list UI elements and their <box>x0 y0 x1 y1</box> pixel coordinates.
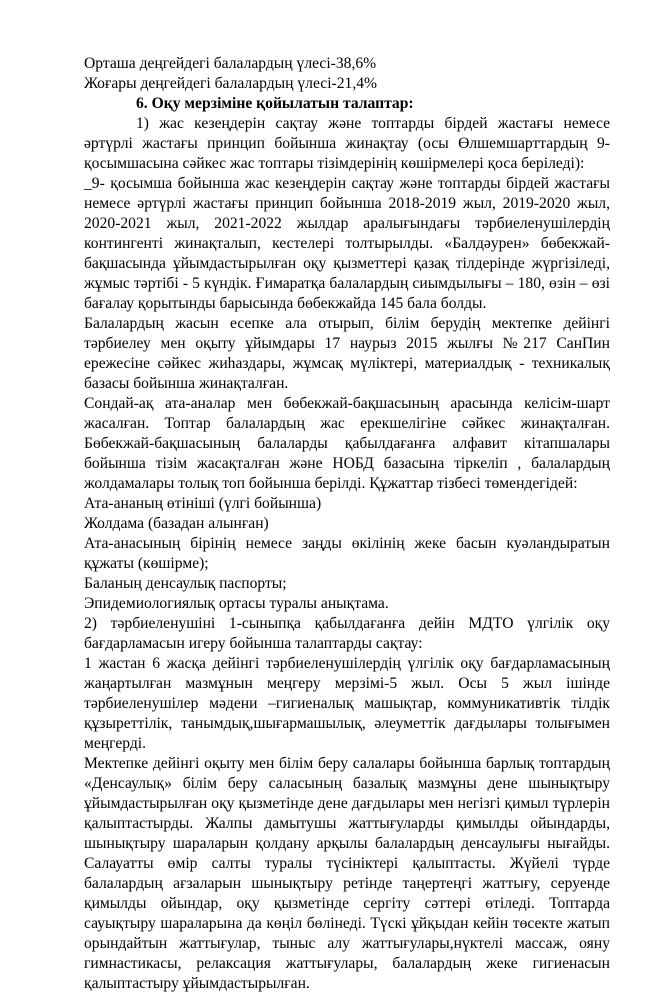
paragraph-sanpin: Балалардың жасын есепке ала отырып, білім берудің мектепке дейінгі тәрбиелеу мен оқыту ұйымдары 17 наурыз 2015 жылғы №217 СанПин ережесіне сәйкес жиһаздары, жұмсақ мүліктері, материалдық - техникалық базасы бойынша жинақталған. <box>84 315 610 392</box>
document-item-health-passport: Баланың денсаулық паспорты; <box>84 575 287 592</box>
document-item-epidemiology: Эпидемиологиялық ортасы туралы анықтама. <box>84 595 389 612</box>
paragraph-appendix-9: _9- қосымша бойынша жас кезеңдерін сақтау және топтарды бірдей жастағы немесе әртүрлі жастағы принцип бойынша 2018-2019 жыл, 2019-2020 жыл, 2020-2021 жыл, 2021-2022 жылдар аралығындағы тәрбиеленушілердің контингенті жинақталып, кестелері толтырылды. «Балдәурен» бөбекжай-бақшасында ұйымдастырылған оқу қызметтері қазақ тілдерінде жүргізіледі, жұмыс тәртібі - 5 күндік. Ғимаратқа балалардың сиымдылығы – 180, өзін – өзі бағалау қорытынды барысында бөбекжайда 145 бала болды. <box>84 175 610 312</box>
paragraph-age-groups: 1) жас кезеңдерін сақтау және топтарды бірдей жастағы немесе әртүрлі жастағы принцип бойынша жинақтау (осы Өлшемшарттардың 9-қосымшасына сәйкес жас топтары тізімдерінің көшірмелері қоса беріледі): <box>84 115 610 172</box>
document-item-identity: Ата-анасының бірінің немесе заңды өкілінің жеке басын куәландыратын құжаты (көшірме); <box>84 535 610 572</box>
section-heading: 6. Оқу мерзіміне қойылатын талаптар: <box>136 95 414 112</box>
stat-line-middle-level: Орташа деңгейдегі балалардың үлесі-38,6% <box>84 55 377 72</box>
paragraph-health-area: Мектепке дейінгі оқыту мен білім беру салалары бойынша барлық топтардың «Денсаулық» білім беру саласының базалық мазмұны дене шынықтыру ұйымдастырылған оқу қызметінде дене дағдылары мен негізгі қимыл түрлерін қалыптастырды. Жалпы дамытушы жаттығуларды қимылды ойындарды, шынықтыру шараларын қолдану арқылы балалардың денсаулығы нығайды. Салауатты өмір салты туралы түсініктері қалыптасты. Жүйелі түрде балалардың ағзаларын шынықтыру ретінде таңертеңгі жаттығу, серуенде қимылды ойындар, оқу қызметінде сергіту сәттері өтіледі. Топтарда сауықтыру шараларына да көңіл бөлінеді. Түскі ұйқыдан кейін төсекте жатып орындайтын жаттығулар, тыныс алу жаттығулары,нүктелі массаж, ояну гимнастикасы, релаксация жаттығулары, балалардың жеке гигиенасын қалыптастыру ұйымдастырылған. <box>84 755 610 992</box>
paragraph-program-term: 1 жастан 6 жасқа дейінгі тәрбиеленушілердің үлгілік оқу бағдарламасының жаңартылған мазмұнын меңгеру мерзімі-5 жыл. Осы 5 жыл ішінде тәрбиеленушілер мәдени –гигиеналық машықтар, коммуникативтік тілдік құзыреттілік, танымдық,шығармашылық, әлеуметтік дағдылары толығымен меңгерді. <box>84 655 610 752</box>
document-item-referral: Жолдама (базадан алынған) <box>84 515 269 532</box>
paragraph-contracts: Сондай-ақ ата-аналар мен бөбекжай-бақшасының арасында келісім-шарт жасалған. Топтар балалардың жас ерекшелігіне сәйкес жинақталған. Бөбекжай-бақшасының балаларды қабылдағанға алфавит кітапшалары бойынша тізім жасақталған және НОБД базасына тіркеліп , балалардың жолдамалары толық топ бойынша берілді. Құжаттар тізбесі төмендегідей: <box>84 395 610 492</box>
document-item-application: Ата-ананың өтініші (үлгі бойынша) <box>84 495 322 512</box>
stat-line-high-level: Жоғары деңгейдегі балалардың үлесі-21,4% <box>84 75 377 92</box>
paragraph-program-requirements: 2) тәрбиеленушіні 1-сыныпқа қабылдағанға дейін МДТО үлгілік оқу бағдарламасын игеру бойынша талаптарды сақтау: <box>84 615 610 652</box>
